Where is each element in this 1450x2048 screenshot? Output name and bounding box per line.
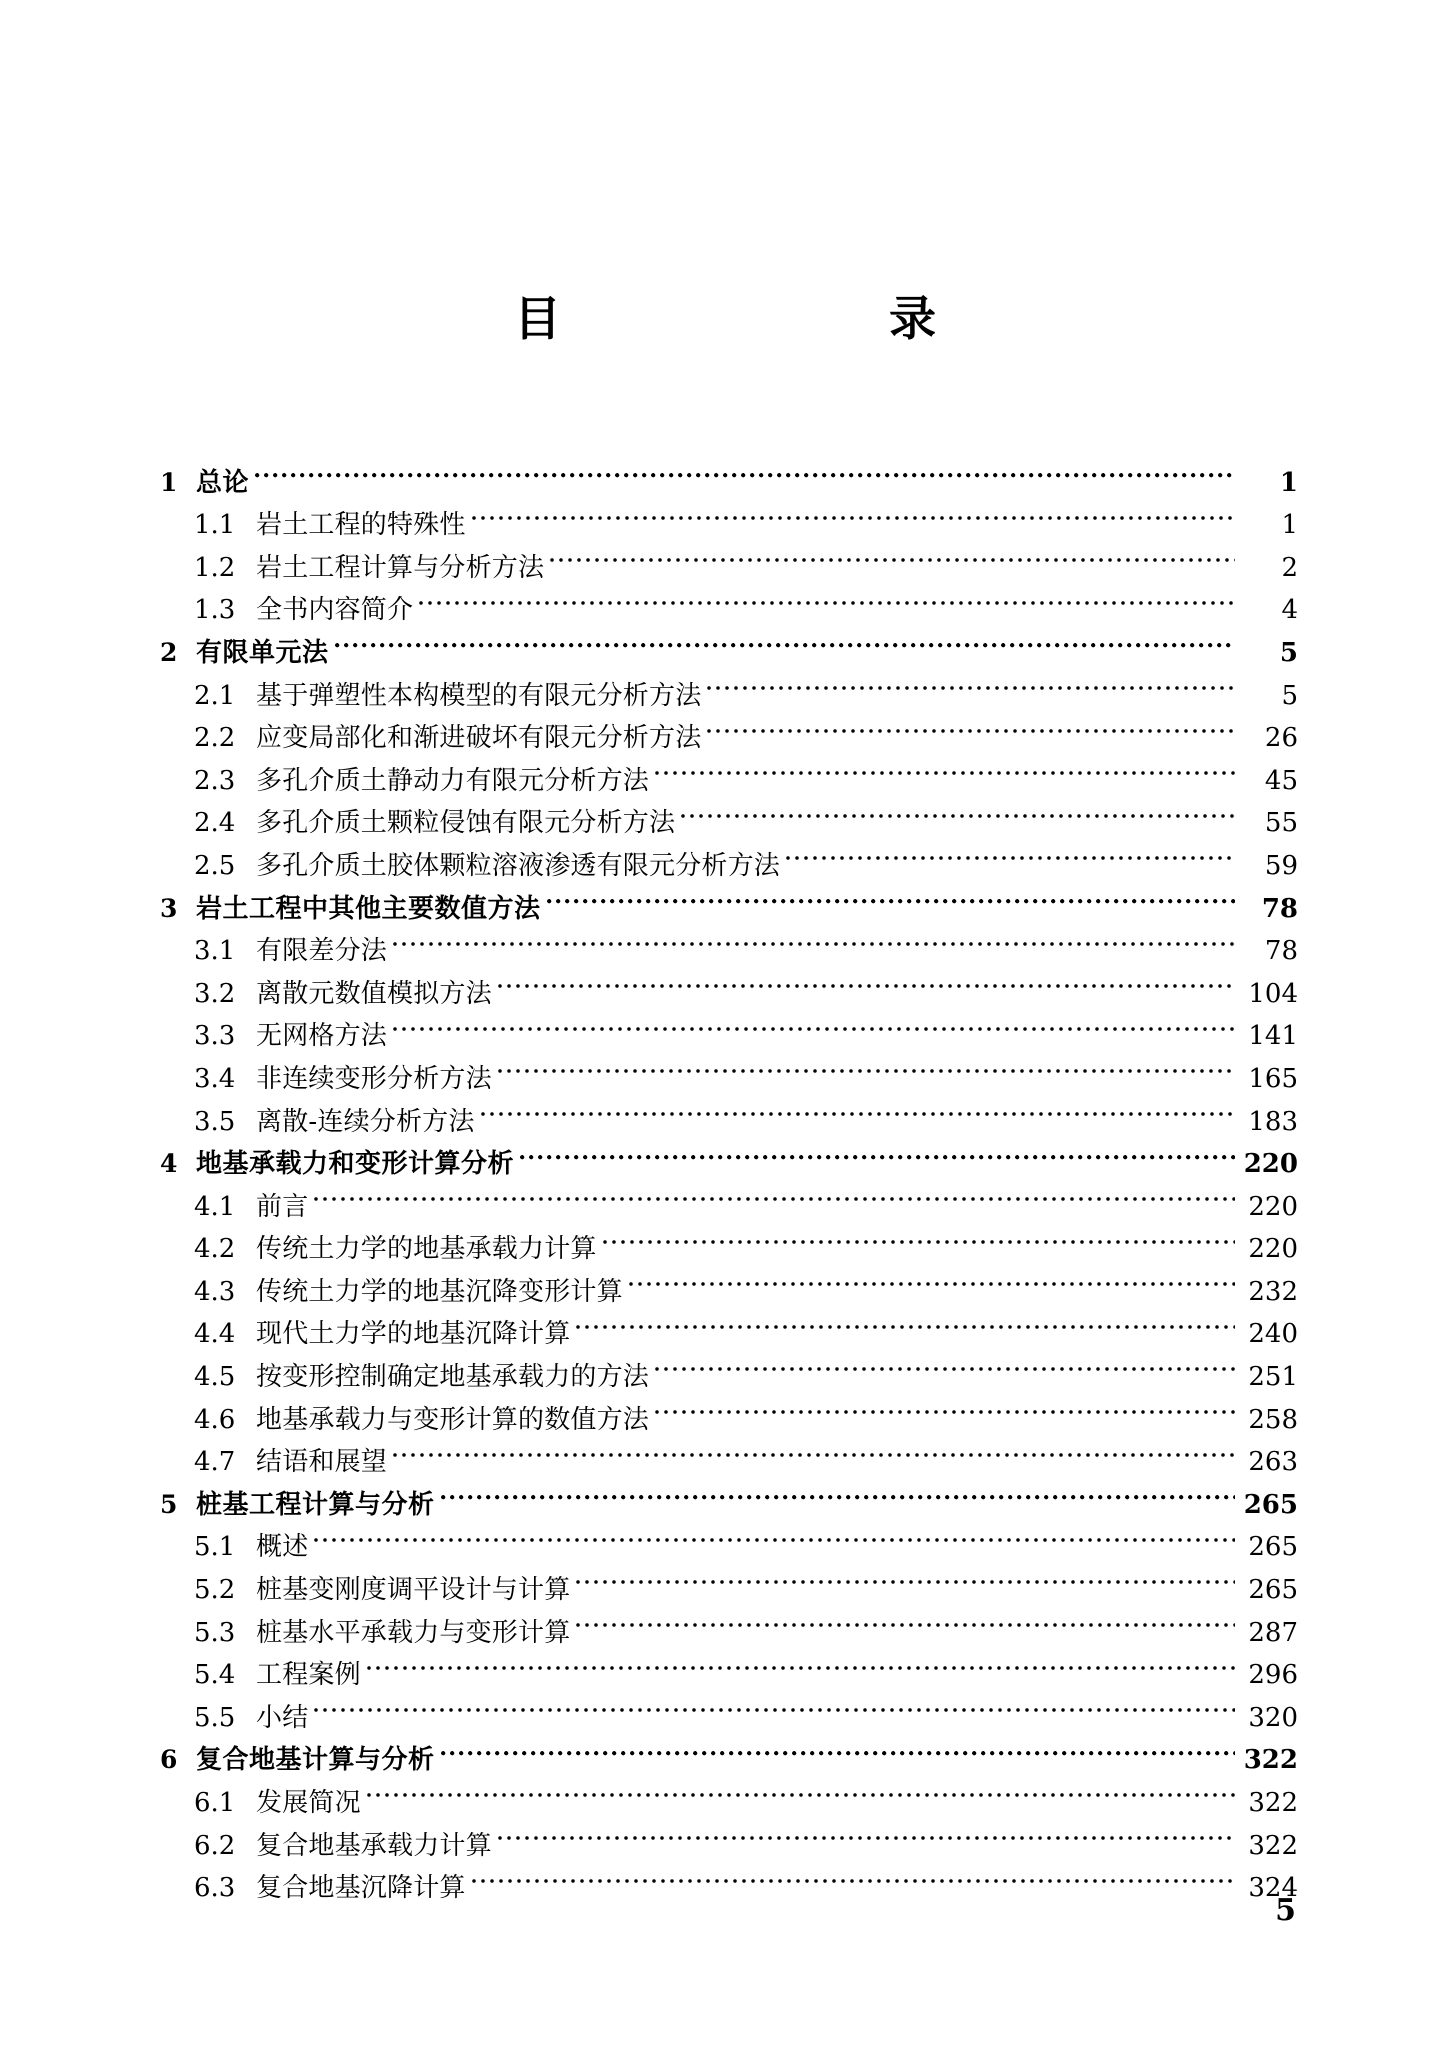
toc-section-row[interactable] xyxy=(160,1172,1298,1222)
toc-entry-number: 4.6 xyxy=(194,1404,236,1435)
toc-entry-title: 多孔介质土静动力有限元分析方法 xyxy=(256,765,650,796)
dot-leader xyxy=(550,533,1235,576)
toc-entry-number: 6 xyxy=(160,1745,178,1775)
toc-entry-title: 桩基水平承载力与变形计算 xyxy=(256,1617,571,1648)
toc-entry-title: 基于弹塑性本构模型的有限元分析方法 xyxy=(256,680,702,711)
toc-chapter-row[interactable] xyxy=(160,448,1298,498)
toc-entry-title: 有限单元法 xyxy=(196,637,329,668)
toc-entry-number: 3.2 xyxy=(194,978,236,1009)
toc-entry-page-number: 165 xyxy=(1248,1063,1298,1094)
dot-leader xyxy=(393,917,1235,960)
toc-entry-number: 1.1 xyxy=(194,510,236,541)
dot-leader xyxy=(472,1854,1235,1897)
dot-leader xyxy=(255,448,1235,491)
toc-entry-title: 地基承载力和变形计算分析 xyxy=(196,1149,515,1180)
toc-entry-page-number: 5 xyxy=(1279,637,1298,668)
toc-entry-page-number: 59 xyxy=(1264,850,1298,881)
toc-entry-number: 5.2 xyxy=(194,1575,236,1606)
table-of-contents-list xyxy=(160,448,1298,1904)
dot-leader xyxy=(707,704,1235,747)
toc-entry-number: 6.3 xyxy=(194,1873,236,1904)
toc-entry-number: 4.3 xyxy=(194,1276,236,1307)
toc-entry-number: 1 xyxy=(160,467,178,497)
toc-entry-page-number: 232 xyxy=(1248,1276,1298,1307)
toc-entry-page-number: 26 xyxy=(1264,723,1298,754)
toc-entry-page-number: 5 xyxy=(1281,680,1298,711)
toc-entry-title: 现代土力学的地基沉降计算 xyxy=(256,1319,571,1350)
toc-entry-title: 地基承载力与变形计算的数值方法 xyxy=(256,1404,650,1435)
toc-entry-page-number: 296 xyxy=(1248,1660,1298,1691)
toc-chapter-row[interactable] xyxy=(160,1726,1298,1776)
toc-entry-page-number: 78 xyxy=(1264,936,1298,967)
dot-leader xyxy=(498,1811,1235,1854)
toc-entry-title: 结语和展望 xyxy=(256,1447,388,1478)
toc-entry-number: 1.3 xyxy=(194,595,236,626)
toc-entry-page-number: 220 xyxy=(1248,1191,1298,1222)
toc-entry-title: 小结 xyxy=(256,1702,309,1733)
toc-entry-page-number: 322 xyxy=(1248,1830,1298,1861)
dot-leader xyxy=(419,576,1235,619)
toc-entry-title: 非连续变形分析方法 xyxy=(256,1063,492,1094)
dot-leader xyxy=(498,959,1235,1002)
dot-leader xyxy=(655,1385,1235,1428)
toc-entry-page-number: 265 xyxy=(1248,1575,1298,1606)
toc-entry-number: 5.4 xyxy=(194,1660,236,1691)
toc-entry-page-number: 324 xyxy=(1248,1873,1298,1904)
toc-entry-title: 全书内容简介 xyxy=(256,595,414,626)
toc-entry-title: 岩土工程的特殊性 xyxy=(256,510,466,541)
toc-entry-number: 3.3 xyxy=(194,1021,236,1052)
toc-entry-number: 2.3 xyxy=(194,765,236,796)
toc-entry-page-number: 240 xyxy=(1248,1319,1298,1350)
toc-entry-page-number: 104 xyxy=(1248,978,1298,1009)
toc-entry-page-number: 45 xyxy=(1264,765,1298,796)
toc-entry-page-number: 263 xyxy=(1248,1447,1298,1478)
dot-leader xyxy=(481,1087,1235,1130)
toc-entry-number: 6.2 xyxy=(194,1830,236,1861)
dot-leader xyxy=(603,1215,1235,1258)
dot-leader xyxy=(629,1257,1235,1300)
dot-leader xyxy=(335,618,1235,661)
toc-entry-page-number: 4 xyxy=(1281,595,1298,626)
dot-leader xyxy=(707,661,1235,704)
toc-entry-title: 离散-连续分析方法 xyxy=(256,1106,475,1137)
dot-leader xyxy=(472,491,1235,534)
toc-entry-title: 多孔介质土胶体颗粒溶液渗透有限元分析方法 xyxy=(256,850,781,881)
toc-entry-page-number: 55 xyxy=(1264,808,1298,839)
toc-entry-page-number: 2 xyxy=(1281,552,1298,583)
toc-entry-number: 2.5 xyxy=(194,850,236,881)
toc-entry-page-number: 1 xyxy=(1281,510,1298,541)
toc-entry-number: 4.1 xyxy=(194,1191,236,1222)
toc-entry-page-number: 1 xyxy=(1279,467,1298,498)
toc-entry-number: 2 xyxy=(160,637,178,667)
folio-page-number: 5 xyxy=(1275,1893,1296,1928)
toc-section-row[interactable] xyxy=(160,661,1298,711)
toc-entry-title: 发展简况 xyxy=(256,1788,361,1818)
toc-entry-title: 工程案例 xyxy=(256,1660,361,1691)
toc-entry-page-number: 287 xyxy=(1248,1617,1298,1648)
dot-leader xyxy=(681,789,1235,832)
dot-leader xyxy=(655,1342,1235,1385)
toc-entry-title: 有限差分法 xyxy=(256,936,388,967)
toc-entry-page-number: 265 xyxy=(1248,1532,1298,1563)
toc-section-row[interactable] xyxy=(160,491,1298,541)
toc-entry-page-number: 183 xyxy=(1248,1106,1298,1137)
dot-leader xyxy=(393,1428,1235,1471)
toc-entry-number: 5.1 xyxy=(194,1532,236,1563)
toc-entry-title: 传统土力学的地基承载力计算 xyxy=(256,1234,597,1265)
toc-entry-number: 4.7 xyxy=(194,1447,236,1478)
toc-entry-title: 复合地基承载力计算 xyxy=(256,1830,492,1861)
toc-entry-title: 无网格方法 xyxy=(256,1021,388,1052)
toc-entry-title: 概述 xyxy=(256,1532,309,1563)
toc-entry-page-number: 322 xyxy=(1243,1745,1298,1776)
toc-entry-title: 岩土工程中其他主要数值方法 xyxy=(196,893,541,924)
toc-entry-number: 5.5 xyxy=(194,1702,236,1733)
toc-entry-title: 桩基工程计算与分析 xyxy=(196,1489,435,1520)
dot-leader xyxy=(655,746,1235,789)
toc-entry-title: 按变形控制确定地基承载力的方法 xyxy=(256,1362,650,1393)
toc-entry-title: 总论 xyxy=(196,467,250,498)
toc-entry-title: 传统土力学的地基沉降变形计算 xyxy=(256,1276,623,1307)
toc-entry-title: 复合地基沉降计算 xyxy=(256,1873,466,1904)
toc-entry-title: 桩基变刚度调平设计与计算 xyxy=(256,1575,571,1606)
toc-entry-number: 6.1 xyxy=(194,1788,236,1818)
dot-leader xyxy=(314,1172,1235,1215)
dot-leader xyxy=(441,1470,1235,1513)
toc-entry-title: 离散元数值模拟方法 xyxy=(256,978,492,1009)
dot-leader xyxy=(367,1768,1235,1811)
dot-leader xyxy=(367,1641,1235,1684)
toc-entry-title: 岩土工程计算与分析方法 xyxy=(256,552,545,583)
page-title: 目 录 xyxy=(514,292,1014,347)
dot-leader xyxy=(576,1598,1235,1641)
toc-section-row[interactable] xyxy=(160,1215,1298,1265)
toc-section-row[interactable] xyxy=(160,1683,1298,1733)
toc-entry-number: 2.1 xyxy=(194,680,236,711)
toc-section-row[interactable] xyxy=(160,1513,1298,1563)
toc-section-row[interactable] xyxy=(160,1555,1298,1606)
dot-leader xyxy=(441,1726,1235,1769)
toc-entry-number: 3.1 xyxy=(194,936,236,967)
toc-entry-number: 4.5 xyxy=(194,1362,236,1393)
dot-leader xyxy=(314,1513,1235,1556)
toc-entry-number: 1.2 xyxy=(194,552,236,583)
toc-entry-number: 4.2 xyxy=(194,1234,236,1265)
toc-entry-page-number: 265 xyxy=(1243,1489,1298,1520)
toc-entry-page-number: 141 xyxy=(1248,1021,1298,1052)
toc-entry-number: 5.3 xyxy=(194,1617,236,1648)
toc-entry-title: 前言 xyxy=(256,1191,309,1222)
dot-leader xyxy=(576,1300,1235,1343)
toc-entry-title: 多孔介质土颗粒侵蚀有限元分析方法 xyxy=(256,808,676,839)
toc-entry-number: 2.2 xyxy=(194,723,236,754)
dot-leader xyxy=(393,1002,1235,1045)
dot-leader xyxy=(786,831,1235,874)
toc-entry-page-number: 220 xyxy=(1243,1149,1298,1180)
toc-entry-page-number: 78 xyxy=(1261,893,1298,924)
toc-entry-title: 应变局部化和渐进破坏有限元分析方法 xyxy=(256,723,702,754)
toc-entry-number: 5 xyxy=(160,1489,178,1519)
toc-entry-number: 4 xyxy=(160,1149,178,1179)
dot-leader xyxy=(520,1130,1235,1173)
toc-entry-page-number: 258 xyxy=(1248,1404,1298,1435)
dot-leader xyxy=(498,1044,1235,1087)
toc-entry-number: 3.4 xyxy=(194,1063,236,1094)
dot-leader xyxy=(314,1683,1235,1726)
toc-entry-page-number: 251 xyxy=(1248,1362,1298,1393)
dot-leader xyxy=(547,874,1235,917)
toc-entry-page-number: 320 xyxy=(1248,1702,1298,1733)
toc-entry-page-number: 220 xyxy=(1248,1234,1298,1265)
toc-entry-title: 复合地基计算与分析 xyxy=(196,1745,435,1776)
toc-entry-number: 3 xyxy=(160,893,178,923)
toc-entry-page-number: 322 xyxy=(1248,1788,1298,1818)
toc-entry-number: 4.4 xyxy=(194,1319,236,1350)
toc-entry-number: 2.4 xyxy=(194,808,236,839)
toc-entry-number: 3.5 xyxy=(194,1106,236,1137)
dot-leader xyxy=(576,1555,1235,1598)
